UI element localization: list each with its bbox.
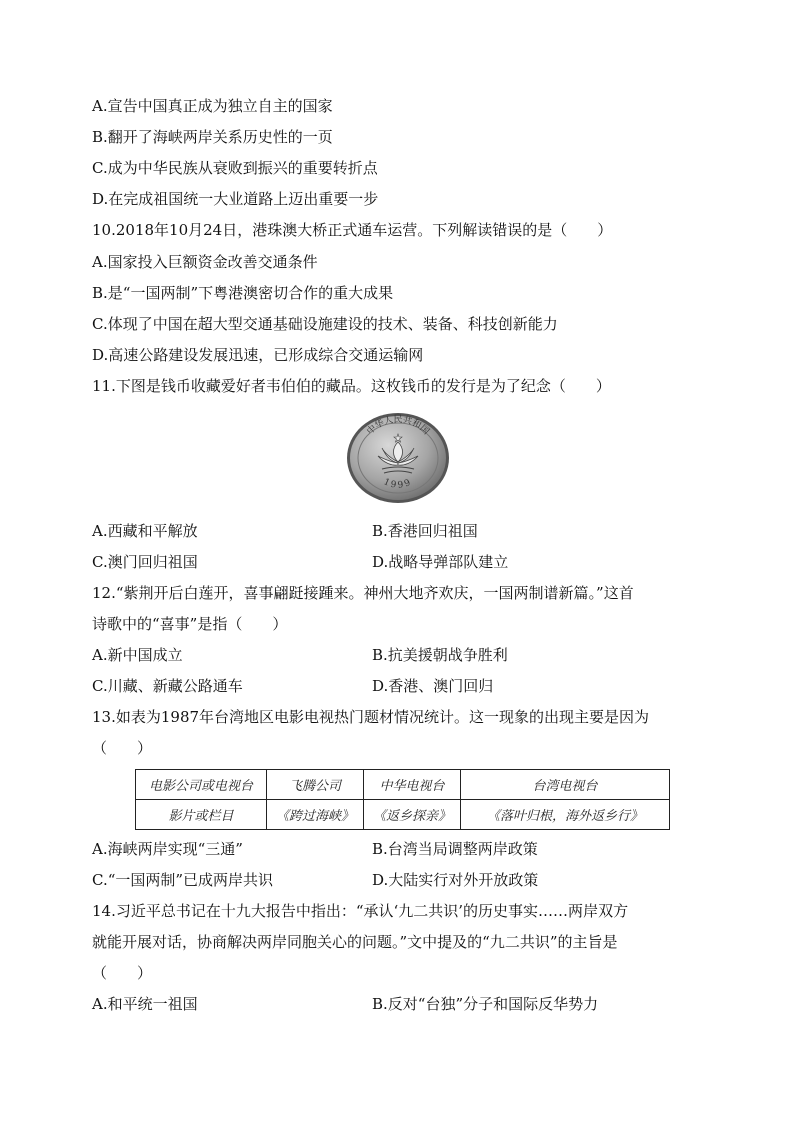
q10-stem: 10.2018年10月24日，港珠澳大桥正式通车运营。下列解读错误的是（ ） [92,221,613,239]
q11-stem: 11.下图是钱币收藏爱好者韦伯伯的藏品。这枚钱币的发行是为了纪念（ ） [92,377,611,395]
q13-option-b: B.台湾当局调整两岸政策 [372,840,538,858]
q13-option-a: A.海峡两岸实现“三通” [92,840,243,858]
q11-option-a: A.西藏和平解放 [92,522,198,540]
coin-image [346,412,450,504]
q14-option-a: A.和平统一祖国 [92,995,198,1013]
q9-option-d: D.在完成祖国统一大业道路上迈出重要一步 [92,190,379,208]
table-cell: 《跨过海峡》 [267,800,364,830]
table-header-cell: 中华电视台 [364,770,461,800]
q11-option-d: D.战略导弹部队建立 [372,553,509,571]
macau-coin-illustration [346,412,450,504]
q12-stem-line2: 诗歌中的“喜事”是指（ ） [92,615,288,633]
q12-option-c: C.川藏、新藏公路通车 [92,677,243,695]
table-cell: 《返乡探亲》 [364,800,461,830]
q13-option-c: C.“一国两制”已成两岸共识 [92,871,274,889]
table-row [136,770,670,800]
table-row [136,800,670,830]
table-header-cell: 电影公司或电视台 [136,770,267,800]
table-cell: 《落叶归根，海外返乡行》 [461,800,670,830]
q10-option-b: B.是“一国两制”下粤港澳密切合作的重大成果 [92,284,394,302]
q14-stem-line1: 14.习近平总书记在十九大报告中指出：“承认‘九二共识’的历史事实……两岸双方 [92,902,629,920]
q14-stem-line3: （ ） [92,964,153,982]
q10-option-a: A.国家投入巨额资金改善交通条件 [92,253,318,271]
q11-option-b: B.香港回归祖国 [372,522,478,540]
q10-option-c: C.体现了中国在超大型交通基础设施建设的技术、装备、科技创新能力 [92,315,558,333]
q12-option-d: D.香港、澳门回归 [372,677,494,695]
q14-stem-line2: 就能开展对话，协商解决两岸同胞关心的问题。”文中提及的“九二共识”的主旨是 [92,933,618,951]
q12-option-a: A.新中国成立 [92,646,183,664]
q13-stem-line2: （ ） [92,739,153,757]
table-header-cell: 台湾电视台 [461,770,670,800]
q12-option-b: B.抗美援朝战争胜利 [372,646,508,664]
coin-year: 1999 [381,477,415,491]
q10-option-d: D.高速公路建设发展迅速，已形成综合交通运输网 [92,346,424,364]
q12-stem-line1: 12.“紫荆开后白莲开，喜事翩跹接踵来。神州大地齐欢庆，一国两制谱新篇。”这首 [92,584,634,602]
q11-option-c: C.澳门回归祖国 [92,553,198,571]
table-header-cell: 飞腾公司 [267,770,364,800]
q9-option-b: B.翻开了海峡两岸关系历史性的一页 [92,128,333,146]
q9-option-c: C.成为中华民族从衰败到振兴的重要转折点 [92,159,378,177]
q13-stem-line1: 13.如表为1987年台湾地区电影电视热门题材情况统计。这一现象的出现主要是因为 [92,708,650,726]
q14-option-b: B.反对“台独”分子和国际反华势力 [372,995,599,1013]
q13-statistics-table [135,769,670,830]
q9-option-a: A.宣告中国真正成为独立自主的国家 [92,97,333,115]
coin-top-text: 中华人民共和国 [365,415,431,437]
table-cell: 影片或栏目 [136,800,267,830]
q13-option-d: D.大陆实行对外开放政策 [372,871,539,889]
